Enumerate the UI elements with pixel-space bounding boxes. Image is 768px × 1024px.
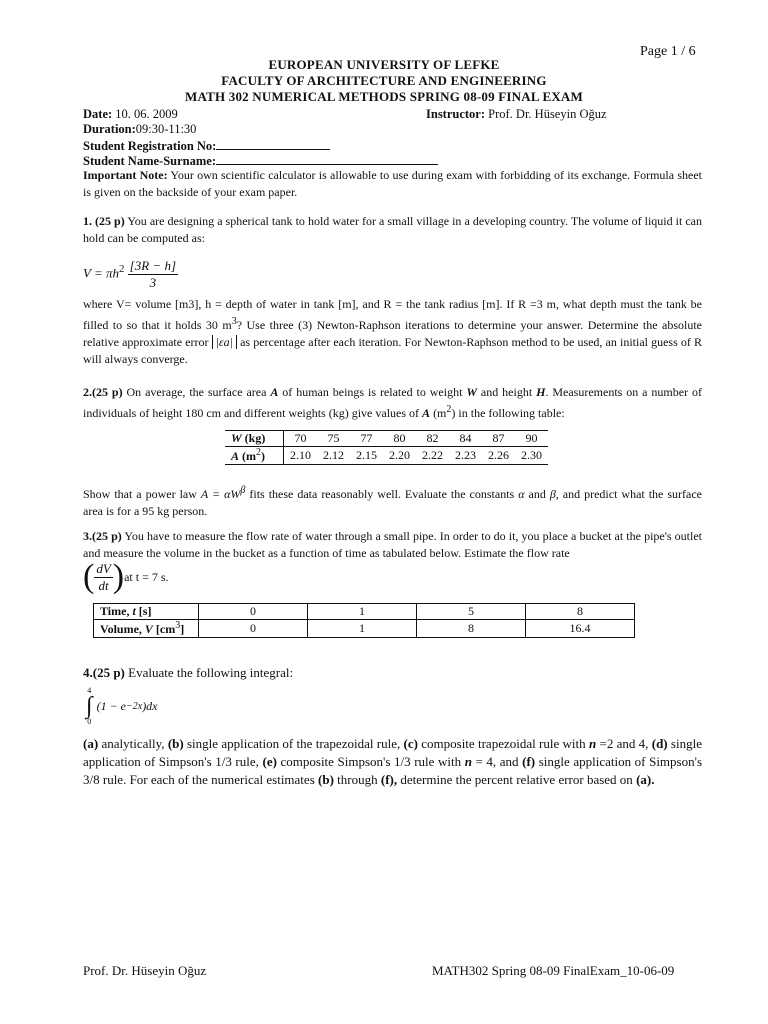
university-name: EUROPEAN UNIVERSITY OF LEFKE	[268, 57, 500, 72]
question-2-text-e: (m	[430, 406, 447, 420]
integral-lower-limit: 0	[87, 717, 92, 726]
time-header-var: t	[132, 604, 136, 618]
question-4-text: single application of the trapezoidal rule,	[183, 736, 404, 751]
question-3-label: 3.(25 p)	[83, 529, 122, 543]
table-cell: 2.22	[422, 448, 443, 462]
exam-title: MATH 302 NUMERICAL METHODS SPRING 08-09 FINAL EXAM	[185, 89, 583, 104]
part-f-ref: (f),	[380, 772, 398, 787]
integral-expression	[86, 686, 158, 726]
table-cell: 82	[426, 431, 439, 445]
table-cell: 0	[199, 604, 308, 620]
table-cell: 2.15	[356, 448, 377, 462]
question-2-text-c: and height	[477, 385, 537, 399]
date-row	[83, 107, 178, 122]
duration-value: 09:30-11:30	[135, 122, 197, 136]
question-2-text-a: On average, the surface area	[122, 385, 271, 399]
question-4-intro	[83, 665, 293, 681]
date-label: Date:	[83, 107, 113, 121]
var-H: H	[536, 385, 546, 399]
integrand: (1 − e	[96, 698, 126, 713]
question-1-body-a: where V= volume [m3], h = depth of water in tank [m], and R = the tank radius [m]. If R =3 m, what depth must the tank be filled to so that it holds 30 m	[83, 297, 702, 332]
formula-denominator: 3	[149, 275, 157, 290]
footer-author: Prof. Dr. Hüseyin Oğuz	[83, 963, 207, 978]
table-cell: 90	[525, 431, 538, 445]
derivative-numerator: dV	[96, 560, 111, 576]
question-4-text: = 4, and	[471, 754, 523, 769]
table-cell: 16.4	[569, 621, 591, 635]
instructor-label: Instructor:	[426, 107, 486, 121]
duration-label: Duration:	[83, 122, 136, 136]
table-cell: 2.12	[323, 448, 344, 462]
question-4-text: Evaluate the following integral:	[124, 665, 294, 680]
question-4-text: =2 and 4,	[596, 736, 652, 751]
table-cell: 2.20	[389, 448, 410, 462]
question-1-body-c: as percentage after each iteration. For Newton-Raphson method to be used, an initial guess of R will always converge.	[83, 335, 703, 366]
weight-area-table	[225, 430, 548, 465]
table-cell: 75	[327, 431, 340, 445]
question-4-body	[83, 735, 702, 789]
question-4-text: through	[333, 772, 381, 787]
area-header-var: A	[231, 449, 240, 463]
volume-header-label: Volume,	[100, 622, 145, 636]
question-1-label: 1. (25 p)	[83, 214, 125, 228]
important-note	[83, 167, 702, 201]
question-4-text: single application of Simpson's 3/8 rule. For each of the numerical estimates	[83, 754, 703, 787]
n-var: n	[464, 754, 472, 769]
formula-exponent: 2	[119, 263, 125, 276]
formula-numerator: [3R − h]	[129, 258, 177, 273]
question-4-text: composite Simpson's 1/3 rule with	[276, 754, 465, 769]
question-1-text: You are designing a spherical tank to hold water for a small village in a developing country. The volume of liquid it can hold can be computed as:	[83, 214, 702, 245]
derivative-fraction	[94, 561, 112, 594]
integral-glyph: ∫	[86, 693, 93, 719]
var-A-2: A	[422, 406, 431, 420]
volume-header-close: ]	[180, 622, 185, 636]
question-2-body-c: , and predict what the surface area is for a 95 kg person.	[83, 487, 702, 518]
question-2-text-b: of human beings is related to weight	[278, 385, 467, 399]
time-header-label: Time,	[100, 604, 133, 618]
footer-course: MATH302 Spring 08-09 FinalExam_10-06-09	[432, 963, 675, 978]
table-cell: 2.26	[488, 448, 509, 462]
table-cell: 1	[308, 620, 417, 638]
table-cell: 84	[459, 431, 472, 445]
table-cell: 77	[360, 431, 373, 445]
table-cell: 2.23	[455, 448, 476, 462]
instructor-row	[426, 107, 607, 122]
volume-row	[94, 620, 635, 638]
integral-upper-limit: 4	[87, 686, 92, 695]
registration-label: Student Registration No:	[83, 139, 217, 153]
volume-header-var: V	[144, 622, 153, 636]
table-cell: 1	[308, 604, 417, 620]
part-b-ref: (b)	[318, 772, 334, 787]
name-blank[interactable]	[216, 153, 438, 165]
weight-row	[225, 431, 548, 447]
note-text: Your own scientific calculator is allowable to use during exam with forbidding of its exchange. Formula sheet is given on the backside of your exam paper.	[83, 168, 702, 199]
at-time-text: at t = 7 s.	[124, 569, 169, 584]
volume-header-unit: [cm	[152, 622, 176, 636]
sphere-volume-formula	[83, 258, 178, 291]
var-A: A	[270, 385, 279, 399]
weight-header-var: W	[231, 431, 242, 445]
area-header-unit: (m	[239, 449, 257, 463]
question-4-text: composite trapezoidal rule with	[417, 736, 589, 751]
n-var: n	[588, 736, 597, 751]
exam-header	[0, 57, 768, 105]
duration-row	[83, 122, 196, 137]
question-1-intro	[83, 213, 702, 247]
question-2-sup: 2	[446, 404, 452, 415]
weight-header	[225, 431, 284, 447]
table-cell: 80	[393, 431, 406, 445]
volume-header	[94, 620, 199, 638]
beta-symbol: β	[549, 487, 556, 501]
flow-rate-expression	[83, 560, 169, 594]
formula-lhs: V = πh	[83, 265, 119, 281]
area-header-sup: 2	[256, 447, 262, 458]
question-2-text-d: . Measurements on a number of individuals of height 180 cm and different weights (kg) give values of	[83, 385, 702, 420]
question-4-text: single application of Simpson's 1/3 rule,	[83, 736, 702, 769]
part-a-tag: (a)	[83, 736, 99, 751]
faculty-name: FACULTY OF ARCHITECTURE AND ENGINEERING	[221, 73, 547, 88]
table-cell: 5	[417, 604, 526, 620]
error-symbol: |εa|	[212, 335, 237, 349]
registration-row	[83, 138, 330, 154]
question-4-text: determine the percent relative error based on	[397, 772, 637, 787]
part-e-tag: (e)	[262, 754, 277, 769]
question-1-body	[83, 296, 702, 368]
alpha-symbol: α	[518, 487, 525, 501]
power-law-exponent: β	[240, 485, 246, 496]
question-2-body	[83, 482, 702, 520]
derivative-denominator: dt	[98, 577, 109, 593]
instructor-value: Prof. Dr. Hüseyin Oğuz	[485, 107, 607, 121]
area-header	[225, 447, 284, 465]
and-word: and	[524, 487, 550, 501]
question-4-label: 4.(25 p)	[83, 665, 125, 680]
time-row	[94, 604, 635, 620]
paren-right: )	[112, 558, 125, 595]
table-cell: 87	[492, 431, 505, 445]
weight-header-unit: (kg)	[241, 431, 266, 445]
paren-left: (	[83, 558, 95, 595]
question-1-unit-sup: 3	[231, 316, 237, 327]
table-cell: 8	[417, 620, 526, 638]
integral-sign	[86, 686, 93, 726]
part-a-ref: (a).	[636, 772, 655, 787]
question-2-body-a: Show that a power law	[83, 487, 201, 501]
note-label: Important Note:	[83, 168, 168, 182]
question-3-text: You have to measure the flow rate of water through a small pipe. In order to do it, you place a bucket at the pipe's outlet and measure the volume in the bucket as a function of time as tabulated below. Estimate the flow rate	[83, 529, 702, 560]
time-volume-table	[93, 603, 635, 638]
area-row	[225, 447, 548, 465]
table-cell: 0	[199, 620, 308, 638]
question-3-intro	[83, 528, 702, 562]
question-1-body-b: ? Use three (3) Newton-Raphson iterations to determine your answer. Determine the absolute relative approximate error	[83, 318, 703, 349]
question-2-text-f: ) in the following table:	[451, 406, 565, 420]
area-header-close: )	[261, 449, 266, 463]
question-2-label: 2.(25 p)	[83, 385, 123, 399]
question-4-text: analytically,	[98, 736, 168, 751]
question-2-intro	[83, 384, 702, 422]
table-cell: 8	[577, 604, 583, 618]
table-cell: 70	[294, 431, 307, 445]
time-header-unit: [s]	[135, 604, 152, 618]
volume-header-sup: 3	[175, 620, 181, 631]
formula-fraction	[128, 258, 178, 291]
part-c-tag: (c)	[403, 736, 418, 751]
date-value: 10. 06. 2009	[112, 107, 178, 121]
integrand-exponent: −2x	[126, 700, 143, 712]
name-label: Student Name-Surname:	[83, 154, 216, 168]
power-law: A = αW	[200, 487, 241, 501]
part-f-tag: (f)	[522, 754, 536, 769]
table-cell: 2.10	[290, 448, 311, 462]
part-b-tag: (b)	[167, 736, 184, 751]
registration-blank[interactable]	[216, 138, 330, 150]
page-number: Page 1 / 6	[640, 44, 696, 59]
question-2-body-b: fits these data reasonably well. Evaluate the constants	[245, 487, 519, 501]
time-header	[94, 604, 199, 620]
part-d-tag: (d)	[651, 736, 668, 751]
integrand-end: )dx	[142, 698, 158, 713]
table-cell: 2.30	[521, 448, 542, 462]
var-W: W	[466, 385, 478, 399]
